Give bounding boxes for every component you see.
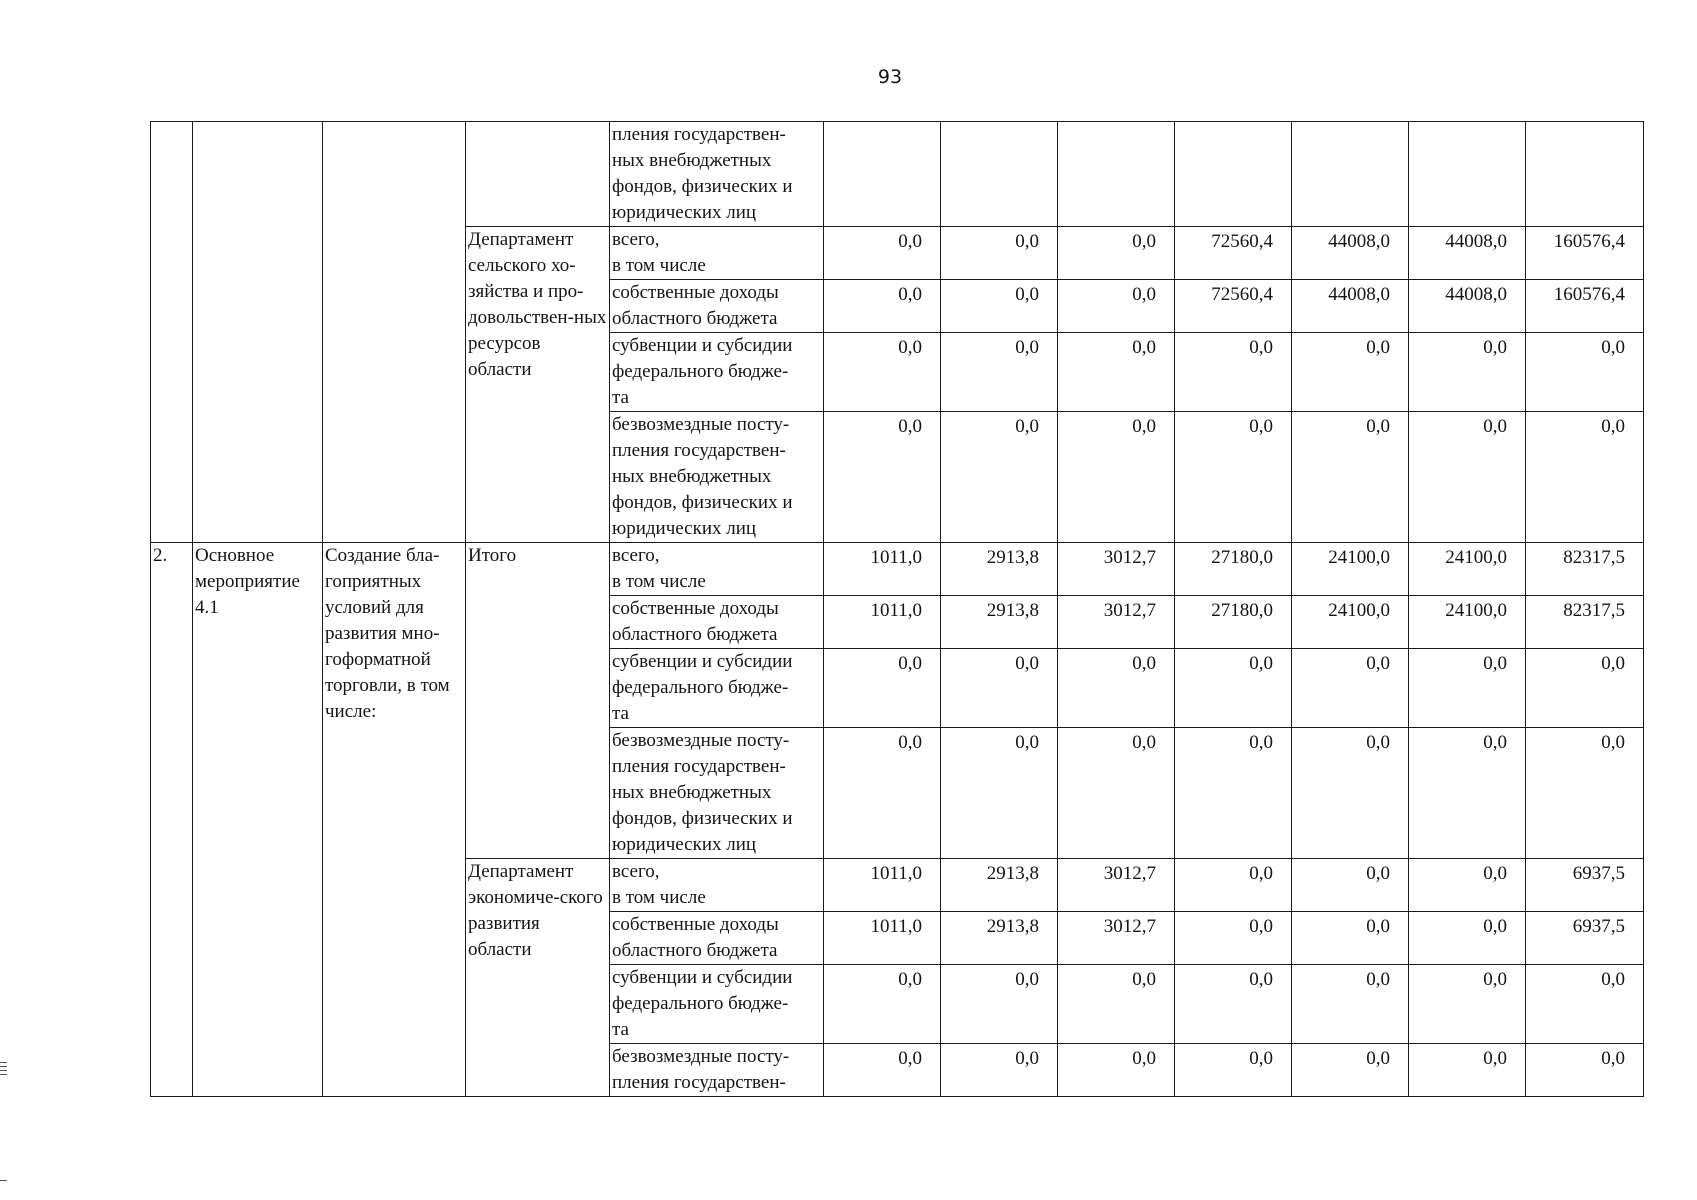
event-cell: Основное мероприятие 4.1 <box>193 543 323 1097</box>
value-cell: 24100,0 <box>1409 543 1526 596</box>
value-cell: 0,0 <box>1409 333 1526 412</box>
value-cell: 0,0 <box>941 965 1058 1044</box>
value-cell: 0,0 <box>1175 965 1292 1044</box>
value-cell: 82317,5 <box>1526 543 1644 596</box>
value-cell: 1011,0 <box>824 596 941 649</box>
value-cell: 27180,0 <box>1175 543 1292 596</box>
executor-cell: Департамент экономиче-ского развития области <box>466 859 610 1097</box>
budget-table <box>150 121 1644 1097</box>
value-cell: 0,0 <box>824 280 941 333</box>
value-cell: 0,0 <box>824 649 941 728</box>
value-cell: 0,0 <box>1409 728 1526 859</box>
value-cell <box>1526 122 1644 227</box>
value-cell <box>1292 122 1409 227</box>
value-cell <box>1409 122 1526 227</box>
value-cell: 2913,8 <box>941 596 1058 649</box>
value-cell: 6937,5 <box>1526 859 1644 912</box>
value-cell: 72560,4 <box>1175 227 1292 280</box>
category-cell: всего, в том числе <box>610 859 824 912</box>
value-cell: 0,0 <box>941 728 1058 859</box>
category-cell: всего, в том числе <box>610 543 824 596</box>
value-cell <box>824 122 941 227</box>
value-cell: 1011,0 <box>824 859 941 912</box>
executor-cell: Итого <box>466 543 610 859</box>
value-cell: 160576,4 <box>1526 280 1644 333</box>
value-cell: 0,0 <box>1175 728 1292 859</box>
value-cell: 0,0 <box>1526 965 1644 1044</box>
value-cell: 0,0 <box>1409 1044 1526 1097</box>
value-cell: 0,0 <box>941 333 1058 412</box>
value-cell <box>941 122 1058 227</box>
description-cell: Создание бла-гоприятных условий для развития мно-гоформатной торговли, в том числе: <box>323 543 466 1097</box>
category-cell: субвенции и субсидии федерального бюдже- та <box>610 649 824 728</box>
value-cell: 3012,7 <box>1058 859 1175 912</box>
value-cell: 0,0 <box>1058 227 1175 280</box>
value-cell: 0,0 <box>1292 912 1409 965</box>
value-cell: 0,0 <box>1058 280 1175 333</box>
table-row <box>151 122 1644 227</box>
category-cell: собственные доходы областного бюджета <box>610 280 824 333</box>
category-cell: собственные доходы областного бюджета <box>610 596 824 649</box>
table-row <box>151 543 1644 596</box>
value-cell: 3012,7 <box>1058 912 1175 965</box>
value-cell: 160576,4 <box>1526 227 1644 280</box>
value-cell: 0,0 <box>941 227 1058 280</box>
value-cell: 0,0 <box>1292 1044 1409 1097</box>
value-cell: 6937,5 <box>1526 912 1644 965</box>
category-cell: безвозмездные посту- пления государствен- <box>610 1044 824 1097</box>
value-cell: 82317,5 <box>1526 596 1644 649</box>
value-cell: 0,0 <box>1526 649 1644 728</box>
binding-marks <box>0 1062 7 1086</box>
value-cell: 0,0 <box>1058 965 1175 1044</box>
value-cell: 44008,0 <box>1292 280 1409 333</box>
number-cell: 2. <box>151 543 193 1097</box>
value-cell: 0,0 <box>1058 728 1175 859</box>
value-cell: 0,0 <box>1175 1044 1292 1097</box>
category-cell: безвозмездные посту- пления государствен- ных внебюджетных фондов, физических и юридических лиц <box>610 728 824 859</box>
value-cell: 3012,7 <box>1058 543 1175 596</box>
value-cell: 3012,7 <box>1058 596 1175 649</box>
value-cell: 0,0 <box>1409 859 1526 912</box>
value-cell: 0,0 <box>1058 1044 1175 1097</box>
value-cell <box>1058 122 1175 227</box>
value-cell: 2913,8 <box>941 912 1058 965</box>
value-cell: 0,0 <box>824 227 941 280</box>
category-cell: субвенции и субсидии федерального бюдже- та <box>610 965 824 1044</box>
page-number: 93 <box>877 66 903 88</box>
value-cell: 0,0 <box>1409 412 1526 543</box>
executor-cell: Департамент сельского хо-зяйства и про-довольствен-ных ресурсов области <box>466 227 610 543</box>
value-cell: 0,0 <box>1058 649 1175 728</box>
value-cell: 2913,8 <box>941 859 1058 912</box>
value-cell: 0,0 <box>1058 412 1175 543</box>
margin-dash <box>0 1180 7 1181</box>
value-cell: 0,0 <box>1409 649 1526 728</box>
value-cell: 0,0 <box>941 649 1058 728</box>
value-cell: 0,0 <box>941 280 1058 333</box>
value-cell: 0,0 <box>1409 965 1526 1044</box>
value-cell: 0,0 <box>824 965 941 1044</box>
value-cell: 0,0 <box>941 1044 1058 1097</box>
value-cell: 44008,0 <box>1292 227 1409 280</box>
value-cell: 0,0 <box>1175 333 1292 412</box>
value-cell: 0,0 <box>1526 1044 1644 1097</box>
value-cell: 0,0 <box>1175 649 1292 728</box>
value-cell: 0,0 <box>1175 912 1292 965</box>
category-cell: всего, в том числе <box>610 227 824 280</box>
category-cell: собственные доходы областного бюджета <box>610 912 824 965</box>
value-cell: 2913,8 <box>941 543 1058 596</box>
category-cell: безвозмездные посту- пления государствен- ных внебюджетных фондов, физических и юридических лиц <box>610 412 824 543</box>
value-cell: 0,0 <box>824 728 941 859</box>
value-cell: 24100,0 <box>1292 543 1409 596</box>
value-cell: 24100,0 <box>1409 596 1526 649</box>
value-cell: 0,0 <box>1175 859 1292 912</box>
value-cell: 0,0 <box>1292 649 1409 728</box>
value-cell: 0,0 <box>1292 965 1409 1044</box>
value-cell: 72560,4 <box>1175 280 1292 333</box>
value-cell: 27180,0 <box>1175 596 1292 649</box>
value-cell: 0,0 <box>824 412 941 543</box>
category-cell: пления государствен- ных внебюджетных фондов, физических и юридических лиц <box>610 122 824 227</box>
value-cell: 1011,0 <box>824 912 941 965</box>
value-cell: 0,0 <box>1526 333 1644 412</box>
value-cell: 0,0 <box>1292 412 1409 543</box>
value-cell: 0,0 <box>1058 333 1175 412</box>
value-cell <box>1175 122 1292 227</box>
category-cell: субвенции и субсидии федерального бюдже- та <box>610 333 824 412</box>
value-cell: 44008,0 <box>1409 227 1526 280</box>
value-cell: 0,0 <box>1292 333 1409 412</box>
value-cell: 0,0 <box>1175 412 1292 543</box>
event-cell <box>193 122 323 543</box>
number-cell <box>151 122 193 543</box>
value-cell: 44008,0 <box>1409 280 1526 333</box>
value-cell: 0,0 <box>1409 912 1526 965</box>
value-cell: 0,0 <box>824 333 941 412</box>
value-cell: 0,0 <box>824 1044 941 1097</box>
value-cell: 0,0 <box>941 412 1058 543</box>
value-cell: 0,0 <box>1292 728 1409 859</box>
description-cell <box>323 122 466 543</box>
value-cell: 0,0 <box>1526 412 1644 543</box>
value-cell: 0,0 <box>1526 728 1644 859</box>
value-cell: 24100,0 <box>1292 596 1409 649</box>
value-cell: 0,0 <box>1292 859 1409 912</box>
executor-cell <box>466 122 610 227</box>
value-cell: 1011,0 <box>824 543 941 596</box>
